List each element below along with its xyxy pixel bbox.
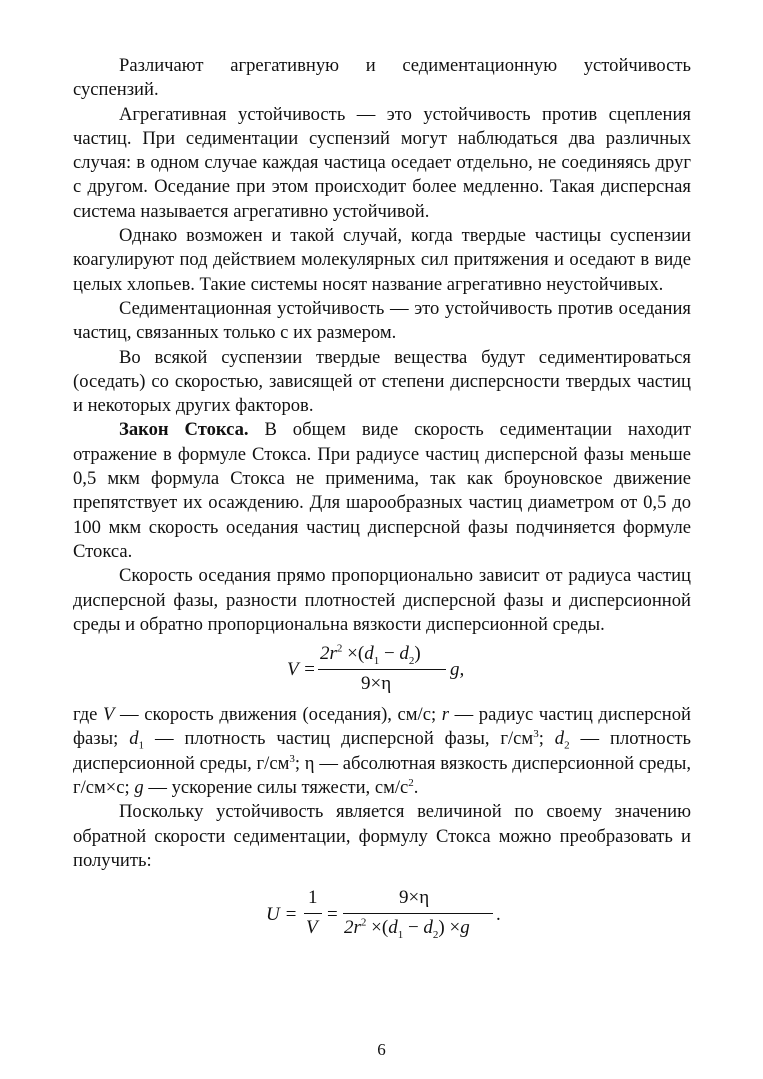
paragraph-1: Различают агрегативную и седиментационную устойчивость суспензий. bbox=[73, 55, 691, 101]
formula1-fraction-line bbox=[318, 669, 446, 670]
formula1-denominator: 9×η bbox=[361, 673, 392, 695]
formula2-fraction-line bbox=[343, 913, 493, 914]
formula2-frac1-line bbox=[304, 913, 322, 914]
formula2-equals: = bbox=[327, 904, 338, 926]
formula1-tail: g, bbox=[450, 659, 465, 681]
formula2-frac1-num: 1 bbox=[308, 887, 318, 909]
formula1-lhs: V = bbox=[287, 659, 316, 681]
formula2-denominator: $2r^2 \times(d_1 - d_2) \times g$ bbox=[344, 916, 470, 941]
paragraph-3: Однако возможен и такой случай, когда твердые частицы суспензии коагулируют под действием молекулярных сил притяжения и оседают в виде целых хлопьев. Такие системы носят название агрегативно неустойчивых. bbox=[73, 225, 691, 295]
paragraph-definitions: где V — скорость движения (оседания), см/с; r — радиус частиц дисперсной фазы; $d_1$ — плотность частиц дисперсной фазы, $г/см^3$; $d_2$ — плотность дисперсионной среды, $г/см^3$; η — абсолютная вязкость дисперсионной среды, г/см×с; g — ускорение силы тяжести, $см/с^2$. bbox=[73, 704, 692, 799]
stokes-formula bbox=[73, 637, 691, 703]
formula1-numerator: $2r^2 \times(d_1 - d_2)$ bbox=[320, 642, 421, 667]
page-number: 6 bbox=[377, 1040, 386, 1059]
paragraph-stokes bbox=[73, 418, 691, 564]
page-body bbox=[73, 54, 691, 953]
paragraph-2: Агрегативная устойчивость — это устойчивость против сцепления частиц. При седиментации суспензий могут наблюдаться два различных случая: в одном случае каждая частица оседает отдельно, не соединяясь друг с другом. Оседание при этом происходит более медленно. Такая дисперсная система называется агрегативно устойчивой. bbox=[73, 103, 691, 222]
stokes-law-text: В общем виде скорость седиментации находит отражение в формуле Стокса. При радиусе частиц дисперсной фазы меньше 0,5 мкм формула Стокса не применима, так как броуновское движение препятствует их осаждению. Для шарообразных частиц диаметром от 0,5 до 100 мкм скорость оседания частиц дисперсной фазы подчиняется формуле Стокса. bbox=[73, 419, 691, 562]
formula2-frac1-den: V bbox=[306, 917, 318, 939]
formula2-numerator: 9×η bbox=[399, 887, 430, 909]
formula2-lhs: U = bbox=[266, 904, 298, 926]
paragraph-7: Скорость оседания прямо пропорционально зависит от радиуса частиц дисперсной фазы, разности плотностей дисперсной фазы и дисперсионной среды и обратно пропорциональна вязкости дисперсионной среды. bbox=[73, 565, 691, 635]
paragraph-4: Седиментационная устойчивость — это устойчивость против оседания частиц, связанных только с их размером. bbox=[73, 297, 691, 344]
paragraph-5: Во всякой суспензии твердые вещества будут седиментироваться (оседать) со скоростью, зависящей от степени дисперсности твердых частиц и некоторых других факторов. bbox=[73, 346, 691, 417]
stokes-law-heading: Закон Стокса. bbox=[119, 419, 249, 441]
inverse-stokes-formula bbox=[73, 873, 691, 953]
paragraph-9: Поскольку устойчивость является величиной по своему значению обратной скорости седиментации, формулу Стокса можно преобразовать и получить: bbox=[73, 801, 691, 871]
formula2-tail: . bbox=[496, 904, 501, 926]
